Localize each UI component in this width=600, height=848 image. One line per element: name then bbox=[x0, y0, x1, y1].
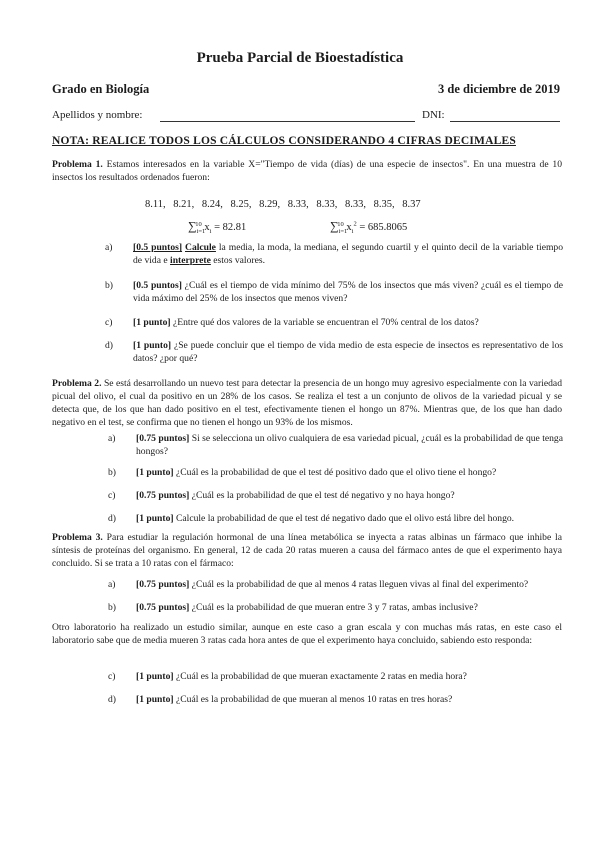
p1-question-b bbox=[105, 279, 563, 307]
sum-x: $\sum_{i=1}^{10}$ $x_i = 82.81$ bbox=[188, 219, 247, 236]
item-text: ¿Cuál es la probabilidad de que el test dé negativo y no haya hongo? bbox=[189, 490, 455, 501]
problem-1-text: Estamos interesados en la variable X="Tiempo de vida (días) de una especie de insectos". En una muestra de 10 insectos los resultados ordenados fueron: bbox=[52, 159, 563, 183]
problem-2-text: Se está desarrollando un nuevo test para detectar la presencia de un hongo muy agresivo especialmente con la variedad picual del olivo, el cual da positivo en un 28% de los casos. Se realiza el test a un conjunto de olivos de la variedad picual y se detecta que, de los que han dado positivo en el test, efectivamente tienen el hongo un 87%. Mientras que, de los que han dado negativo en el test, se confirma que no tienen el hongo un 93% de los mismos. bbox=[52, 378, 562, 428]
item-text: ¿Cuál es la probabilidad de que mueran entre 3 y 7 ratas, ambas inclusive? bbox=[189, 602, 478, 613]
note-heading: NOTA: REALICE TODOS LOS CÁLCULOS CONSIDERANDO 4 CIFRAS DECIMALES bbox=[52, 135, 516, 147]
p2-question-c bbox=[108, 489, 563, 503]
degree-label: Grado en Biología bbox=[52, 82, 150, 96]
item-text: la media, la moda, la mediana, el segundo cuartil y el quinto decil de la variable tiempo de vida e bbox=[133, 242, 564, 266]
sum-sq-value: 685.8065 bbox=[367, 222, 408, 233]
problem-3-intro bbox=[52, 531, 562, 570]
item-label: a) bbox=[105, 242, 113, 253]
points-label: [0.75 puntos] bbox=[136, 490, 190, 501]
item-label: d) bbox=[108, 513, 116, 524]
p2-question-d bbox=[108, 512, 563, 526]
problem-2-heading: Problema 2. bbox=[52, 378, 102, 389]
item-text: ¿Se puede concluir que el tiempo de vida medio de esta especie de insectos es representativo de los datos? ¿por qué? bbox=[133, 340, 563, 364]
exam-title: Prueba Parcial de Bioestadística bbox=[196, 50, 404, 66]
item-text: Calcule la probabilidad de que el test dé negativo dado que el olivo está libre del hongo. bbox=[173, 513, 515, 524]
points-label: [1 punto] bbox=[136, 513, 174, 524]
item-text: ¿Entre qué dos valores de la variable se encuentran el 70% central de los datos? bbox=[170, 317, 479, 328]
problem-3-heading: Problema 3. bbox=[52, 532, 103, 543]
dni-row bbox=[422, 109, 445, 121]
points-label: [0.75 puntos] bbox=[136, 602, 190, 613]
name-field[interactable] bbox=[160, 121, 415, 122]
item-text: ¿Cuál es la probabilidad de que mueran exactamente 2 ratas en media hora? bbox=[173, 671, 467, 682]
points-label: [0.75 puntos] bbox=[136, 433, 190, 444]
item-label: b) bbox=[108, 602, 116, 613]
p3-question-a bbox=[108, 578, 563, 592]
dni-field[interactable] bbox=[450, 121, 560, 122]
problem-1-heading: Problema 1. bbox=[52, 159, 103, 170]
item-label: c) bbox=[108, 671, 116, 682]
p2-question-a bbox=[108, 432, 563, 460]
points-label: [1 punto] bbox=[136, 467, 174, 478]
item-label: b) bbox=[105, 280, 113, 291]
problem-2-intro bbox=[52, 377, 562, 429]
item-label: d) bbox=[105, 340, 113, 351]
item-label: a) bbox=[108, 433, 116, 444]
sum-x-squared: $\sum_{i=1}^{10}$ $x_i^2 = 685.8065$ bbox=[330, 219, 408, 236]
item-label: a) bbox=[108, 579, 116, 590]
item-text-end: estos valores. bbox=[210, 255, 265, 266]
p2-question-b bbox=[108, 466, 563, 480]
item-label: d) bbox=[108, 694, 116, 705]
name-label: Apellidos y nombre: bbox=[52, 109, 143, 121]
verb-interprete: interprete bbox=[170, 255, 211, 266]
item-text: ¿Cuál es la probabilidad de que el test dé positivo dado que el olivo tiene el hongo? bbox=[173, 467, 497, 478]
points-label: [1 punto] bbox=[136, 694, 174, 705]
problem-3-text: Para estudiar la regulación hormonal de una línea metabólica se inyecta a ratas albinas un fármaco que inhibe la síntesis de proteínas del organismo. En general, 12 de cada 20 ratas mueren a causa del fármaco antes de que el experimento haya concluido. Si se trata a 10 ratas con el fármaco: bbox=[52, 532, 562, 569]
item-text: ¿Cuál es la probabilidad de que al menos 4 ratas lleguen vivas al final del experimento? bbox=[189, 579, 529, 590]
points-label: [0.5 puntos] bbox=[133, 280, 182, 291]
verb-calcule: Calcule bbox=[185, 242, 216, 253]
p1-question-c bbox=[105, 316, 563, 330]
p3-question-d bbox=[108, 693, 563, 707]
sample-values: 8.11, 8.21, 8.24, 8.25, 8.29, 8.33, 8.33, 8.33, 8.35, 8.37 bbox=[145, 199, 421, 210]
points-label: [0.75 puntos] bbox=[136, 579, 190, 590]
p3-question-b bbox=[108, 601, 563, 615]
item-text: ¿Cuál es el tiempo de vida mínimo del 75% de los insectos que más viven? ¿cuál es el tiempo de vida máximo del 25% de los insectos que menos viven? bbox=[133, 280, 564, 304]
p1-question-d bbox=[105, 339, 563, 367]
name-row bbox=[52, 109, 142, 121]
item-label: c) bbox=[105, 317, 113, 328]
p1-question-a bbox=[105, 241, 563, 269]
points-label: [1 punto] bbox=[133, 317, 171, 328]
points-label: [1 punto] bbox=[133, 340, 172, 351]
points-label: [1 punto] bbox=[136, 671, 174, 682]
problem-1-intro bbox=[52, 158, 562, 184]
item-text: Si se selecciona un olivo cualquiera de esa variedad picual, ¿cuál es la probabilidad de que tenga hongos? bbox=[136, 433, 563, 457]
exam-date: 3 de diciembre de 2019 bbox=[438, 82, 560, 96]
sum-value: 82.81 bbox=[222, 222, 247, 233]
item-label: b) bbox=[108, 467, 116, 478]
item-text: ¿Cuál es la probabilidad de que mueran al menos 10 ratas en tres horas? bbox=[173, 694, 453, 705]
item-label: c) bbox=[108, 490, 116, 501]
points-label: [0.5 puntos] bbox=[133, 242, 183, 253]
problem-3-intro-2: Otro laboratorio ha realizado un estudio similar, aunque en este caso a gran escala y con muchas más ratas, en este caso el laboratorio sabe que de media mueren 3 ratas cada hora antes de que el experimento haya concluido, sabiendo esto responda: bbox=[52, 622, 562, 646]
p3-question-c bbox=[108, 670, 563, 684]
dni-label: DNI: bbox=[422, 109, 445, 121]
